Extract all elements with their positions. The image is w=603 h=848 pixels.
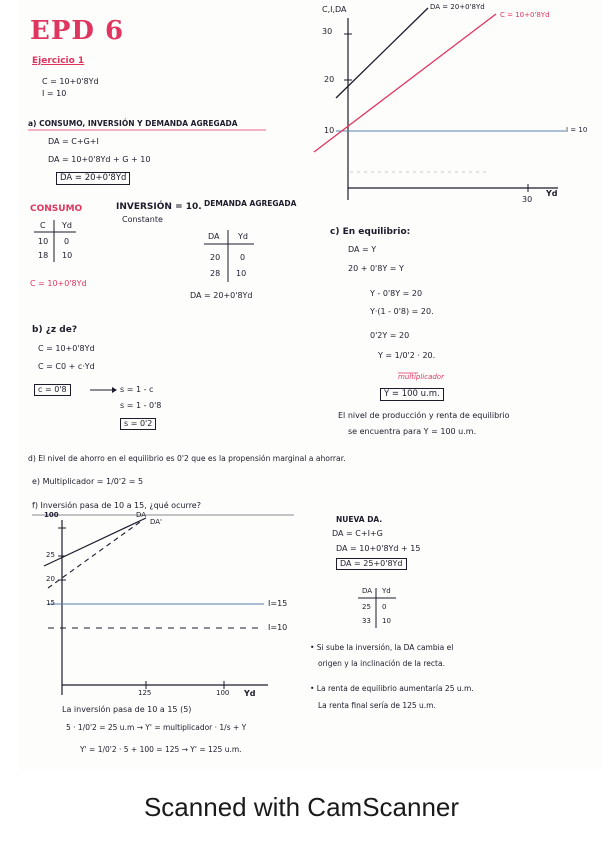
graph1-tick-x30: 30 xyxy=(522,195,533,204)
given-investment: I = 10 xyxy=(42,89,67,98)
part-c-conclusion-2: se encuentra para Y = 100 u.m. xyxy=(348,427,477,436)
part-d-text: d) El nivel de ahorro en el equilibrio es 0'2 que es la propensión marginal a ahorrar. xyxy=(28,454,346,463)
consumo-title: CONSUMO xyxy=(30,204,83,214)
part-b-box: c = 0'8 xyxy=(34,384,71,396)
table-cell: 10 xyxy=(62,251,73,260)
da-result-box: DA = 20+0'8Yd xyxy=(56,172,130,185)
part-a-label: a) CONSUMO, INVERSIÓN Y DEMANDA AGREGADA xyxy=(28,119,238,128)
graph2-da-new-label: DA' xyxy=(150,518,162,526)
table-cell: 28 xyxy=(210,269,221,278)
graph2-x-label: Yd xyxy=(244,689,256,698)
table-cell: 33 xyxy=(362,617,371,625)
graph1-tick-10: 10 xyxy=(324,126,335,135)
table-cell: DA xyxy=(208,232,220,241)
part-c-conclusion-1: El nivel de producción y renta de equilibrio xyxy=(338,411,510,420)
table-cell: 0 xyxy=(382,603,387,611)
table-cell: DA xyxy=(362,587,373,595)
bullet-1a: • Si sube la inversión, la DA cambia el xyxy=(310,643,454,652)
graph2-x-tick-100: 100 xyxy=(216,689,230,697)
table-cell: 10 xyxy=(236,269,247,278)
graph-investment-plot xyxy=(18,0,603,770)
table-cell: 0 xyxy=(64,237,70,246)
bullet-1b: origen y la inclinación de la recta. xyxy=(318,659,445,668)
part-c-step: 0'2Y = 20 xyxy=(370,331,410,340)
da-substitution: DA = 10+0'8Yd + G + 10 xyxy=(48,155,151,164)
part-b-s-result: s = 0'2 xyxy=(120,418,156,430)
graph2-tick-25: 25 xyxy=(46,551,55,559)
graph1-tick-20: 20 xyxy=(324,75,335,84)
bottom-line-1: La inversión pasa de 10 a 15 (5) xyxy=(62,705,192,714)
table-cell: 0 xyxy=(240,253,246,262)
consumo-equation: C = 10+0'8Yd xyxy=(30,279,87,288)
nueva-line-2: DA = 10+0'8Yd + 15 xyxy=(336,544,421,553)
nueva-line-3: DA = 25+0'8Yd xyxy=(336,558,407,570)
graph1-x-label: Yd xyxy=(546,189,558,198)
table-cell: Yd xyxy=(382,587,391,595)
demanda-title: DEMANDA AGREGADA xyxy=(204,199,297,208)
bottom-line-3: Y' = 1/0'2 · 5 + 100 = 125 → Y' = 125 u.m. xyxy=(80,745,242,754)
da-definition: DA = C+G+I xyxy=(48,137,99,146)
part-b-s1: s = 1 - c xyxy=(120,385,154,394)
table-cell: Yd xyxy=(62,221,72,230)
graph2-tick-15: 15 xyxy=(46,599,55,607)
part-b-line2: C = C0 + c·Yd xyxy=(38,362,95,371)
table-cell: 18 xyxy=(38,251,49,260)
given-consumption: C = 10+0'8Yd xyxy=(42,77,99,86)
page-title: EPD 6 xyxy=(30,16,125,46)
table-cell: C xyxy=(40,221,46,230)
part-f-text: f) Inversión pasa de 10 a 15, ¿qué ocurre? xyxy=(32,501,201,510)
table-cell: 20 xyxy=(210,253,221,262)
table-cell: Yd xyxy=(238,232,248,241)
graph1-axis-label: C,I,DA xyxy=(322,5,347,14)
part-c-step: Y·(1 - 0'8) = 20. xyxy=(370,307,434,316)
graph1-da-label: DA = 20+0'8Yd xyxy=(430,3,485,11)
part-c-y-equation: Y = 1/0'2 · 20. xyxy=(378,351,436,360)
table-cell: 10 xyxy=(38,237,49,246)
demanda-equation: DA = 20+0'8Yd xyxy=(190,291,253,300)
graph1-i-label: I = 10 xyxy=(566,126,588,134)
part-b-s2: s = 1 - 0'8 xyxy=(120,401,162,410)
scanner-watermark: Scanned with CamScanner xyxy=(143,792,460,822)
graph2-i15-label: I=15 xyxy=(268,599,288,608)
graph2-y-top: 100 xyxy=(44,511,59,519)
graph2-i10-label: I=10 xyxy=(268,623,288,632)
inversion-title: INVERSIÓN = 10. xyxy=(116,202,202,212)
nueva-line-1: DA = C+I+G xyxy=(332,529,383,538)
graph2-tick-20: 20 xyxy=(46,575,55,583)
part-c-y-result: Y = 100 u.m. xyxy=(380,388,444,401)
table-cell: 10 xyxy=(382,617,391,625)
part-b-line1: C = 10+0'8Yd xyxy=(38,344,95,353)
exercise-label: Ejercicio 1 xyxy=(32,56,85,66)
graph2-x-tick-125: 125 xyxy=(138,689,152,697)
part-c-step: DA = Y xyxy=(348,245,377,254)
bullet-2b: La renta final sería de 125 u.m. xyxy=(318,701,436,710)
graph1-tick-30: 30 xyxy=(322,27,333,36)
scanned-page xyxy=(18,0,603,770)
table-cell: 25 xyxy=(362,603,371,611)
part-c-step: Y - 0'8Y = 20 xyxy=(370,289,423,298)
graph2-da-label: DA xyxy=(136,511,147,519)
part-b-label: b) ¿z de? xyxy=(32,325,78,335)
graph1-c-label: C = 10+0'8Yd xyxy=(500,11,550,19)
part-c-label: c) En equilibrio: xyxy=(330,227,411,237)
nueva-title: NUEVA DA. xyxy=(336,515,383,524)
bottom-line-2: 5 · 1/0'2 = 25 u.m → Y' = multiplicador · 1/s + Y xyxy=(66,723,247,732)
part-e-text: e) Multiplicador = 1/0'2 = 5 xyxy=(32,477,144,486)
part-c-step: 20 + 0'8Y = Y xyxy=(348,264,404,273)
bullet-2a: • La renta de equilibrio aumentaría 25 u.m. xyxy=(310,684,474,693)
inversion-note: Constante xyxy=(122,215,163,224)
multiplier-note: multiplicador xyxy=(398,373,444,381)
